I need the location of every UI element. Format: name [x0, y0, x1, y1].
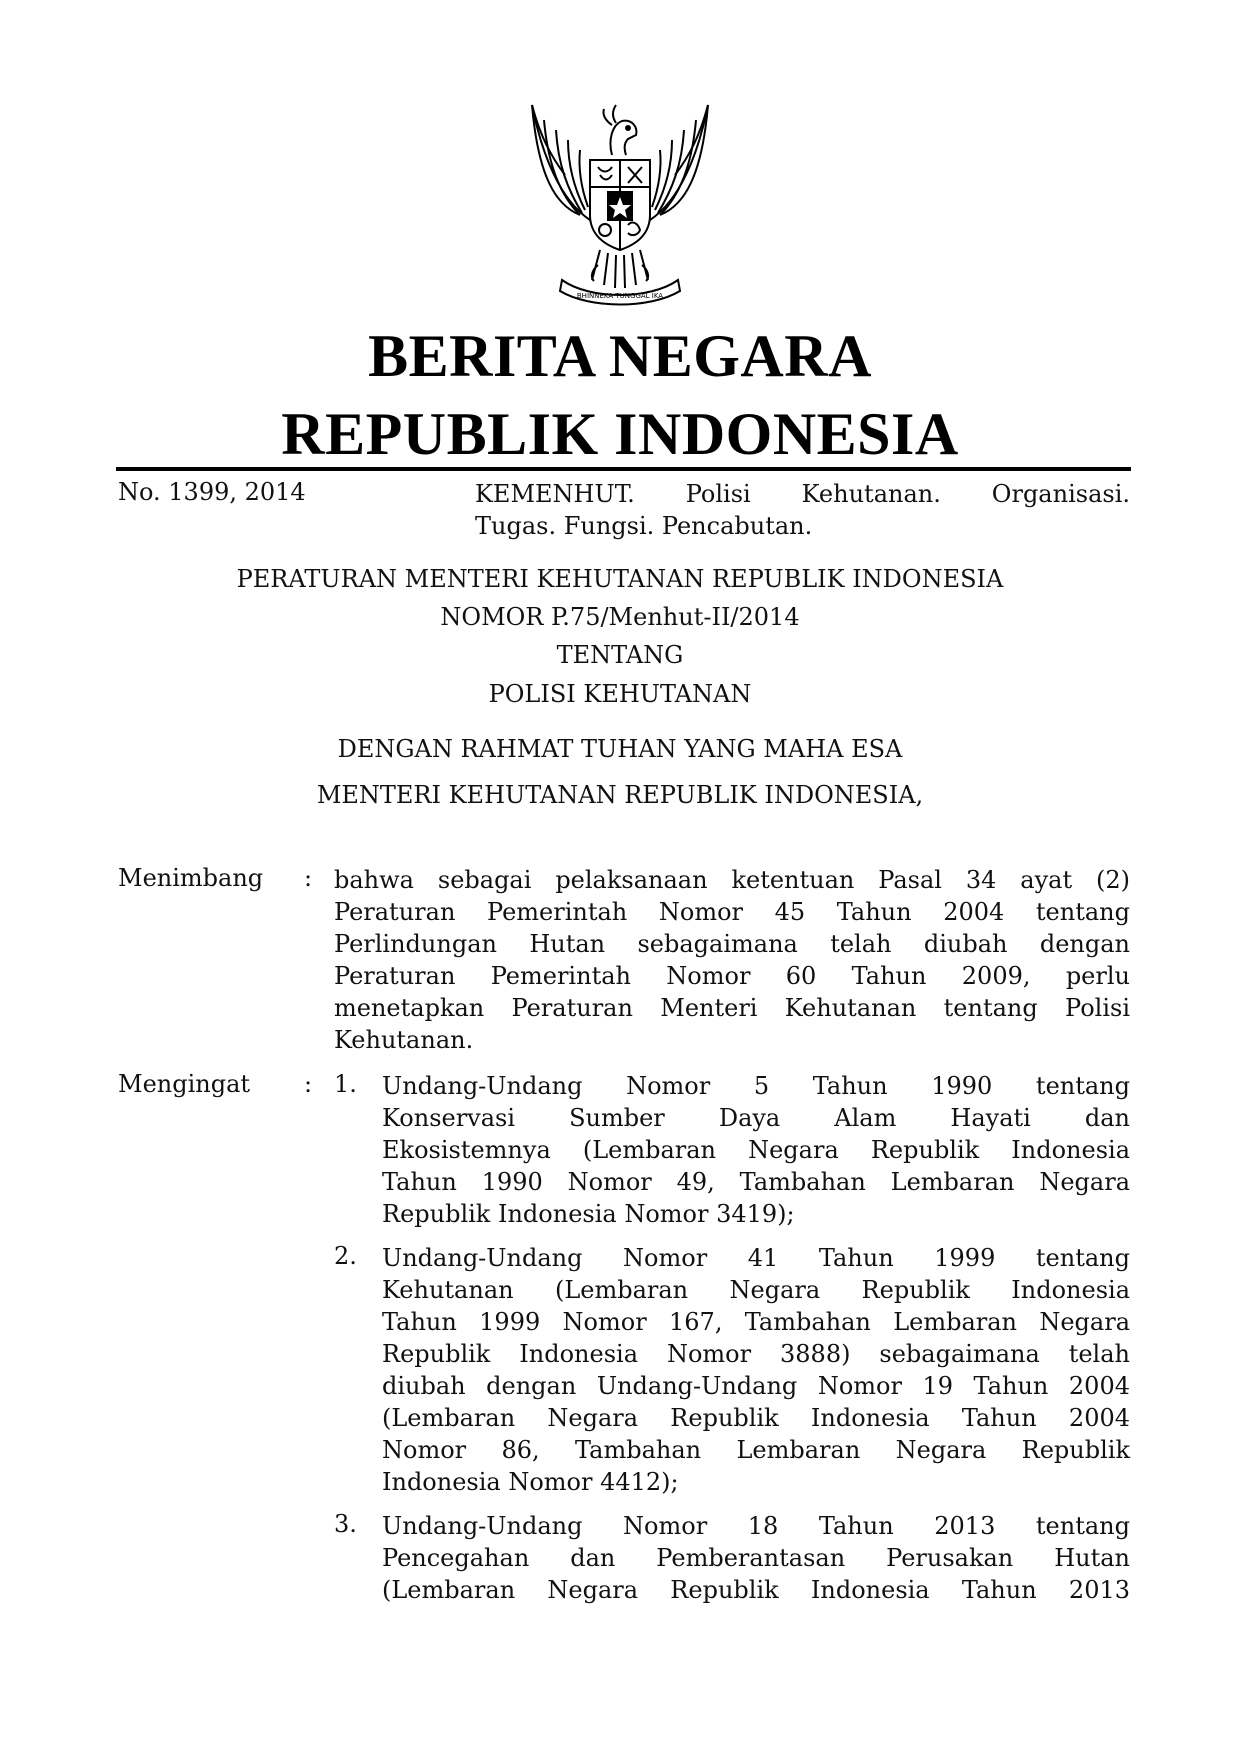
text-line: (Lembaran Negara Republik Indonesia Tahun 2004 [382, 1404, 1130, 1432]
text-line: menetapkan Peraturan Menteri Kehutanan tentang Polisi [334, 994, 1130, 1022]
mengingat-item-number: 1. [334, 1070, 357, 1098]
text-line: Pencegahan dan Pemberantasan Perusakan Hutan [382, 1544, 1130, 1572]
text-line: Peraturan Pemerintah Nomor 60 Tahun 2009, perlu [334, 962, 1130, 990]
text-line: Nomor 86, Tambahan Lembaran Negara Republik [382, 1436, 1130, 1464]
mengingat-item-number: 2. [334, 1242, 357, 1270]
text-line: Undang-Undang Nomor 18 Tahun 2013 tentang [382, 1512, 1130, 1540]
text-line: Tahun 1990 Nomor 49, Tambahan Lembaran Negara [382, 1168, 1130, 1196]
text-line: bahwa sebagai pelaksanaan ketentuan Pasal 34 ayat (2) [334, 866, 1130, 894]
garuda-emblem-icon [520, 95, 720, 310]
text-line: Kehutanan. [334, 1026, 474, 1054]
regulation-number: NOMOR P.75/Menhut-II/2014 [440, 603, 800, 631]
text-line: Undang-Undang Nomor 41 Tahun 1999 tentang [382, 1244, 1130, 1272]
gazette-number: No. 1399, 2014 [118, 478, 306, 506]
mengingat-item-number: 3. [334, 1510, 357, 1538]
regulation-subject: POLISI KEHUTANAN [488, 680, 752, 708]
text-line: Perlindungan Hutan sebagaimana telah diubah dengan [334, 930, 1130, 958]
regulation-tentang: TENTANG [556, 641, 684, 669]
text-line: Indonesia Nomor 4412); [382, 1468, 679, 1496]
mengingat-item-text [382, 1242, 1130, 1498]
text-line: Tahun 1999 Nomor 167, Tambahan Lembaran Negara [382, 1308, 1130, 1336]
emblem-motto: BHINNEKA TUNGGAL IKA [576, 292, 664, 300]
text-line: Peraturan Pemerintah Nomor 45 Tahun 2004 tentang [334, 898, 1130, 926]
text-line: Kehutanan (Lembaran Negara Republik Indonesia [382, 1276, 1130, 1304]
masthead-subtitle: REPUBLIK INDONESIA [281, 401, 959, 467]
masthead-rule [116, 467, 1131, 471]
preamble-line: MENTERI KEHUTANAN REPUBLIK INDONESIA, [316, 781, 924, 809]
menimbang-colon: : [304, 864, 313, 892]
mengingat-label: Mengingat [118, 1070, 251, 1098]
text-line: (Lembaran Negara Republik Indonesia Tahun 2013 [382, 1576, 1130, 1604]
subject-line: KEMENHUT. Polisi Kehutanan. Organisasi. [475, 480, 1130, 508]
mengingat-item-text [382, 1510, 1130, 1606]
mengingat-item-text [382, 1070, 1130, 1230]
menimbang-label: Menimbang [118, 864, 264, 892]
text-line: Republik Indonesia Nomor 3419); [382, 1200, 795, 1228]
subject-line: Tugas. Fungsi. Pencabutan. [475, 512, 813, 540]
text-line: Konservasi Sumber Daya Alam Hayati dan [382, 1104, 1130, 1132]
text-line: Undang-Undang Nomor 5 Tahun 1990 tentang [382, 1072, 1130, 1100]
text-line: Republik Indonesia Nomor 3888) sebagaimana telah [382, 1340, 1130, 1368]
masthead-title: BERITA NEGARA [368, 323, 872, 389]
text-line: Ekosistemnya (Lembaran Negara Republik Indonesia [382, 1136, 1130, 1164]
text-line: diubah dengan Undang-Undang Nomor 19 Tahun 2004 [382, 1372, 1130, 1400]
mengingat-colon: : [304, 1070, 313, 1098]
gazette-subject [475, 478, 1130, 542]
menimbang-text [334, 864, 1130, 1056]
regulation-title: PERATURAN MENTERI KEHUTANAN REPUBLIK INDONESIA [236, 565, 1004, 593]
preamble-line: DENGAN RAHMAT TUHAN YANG MAHA ESA [337, 735, 903, 763]
